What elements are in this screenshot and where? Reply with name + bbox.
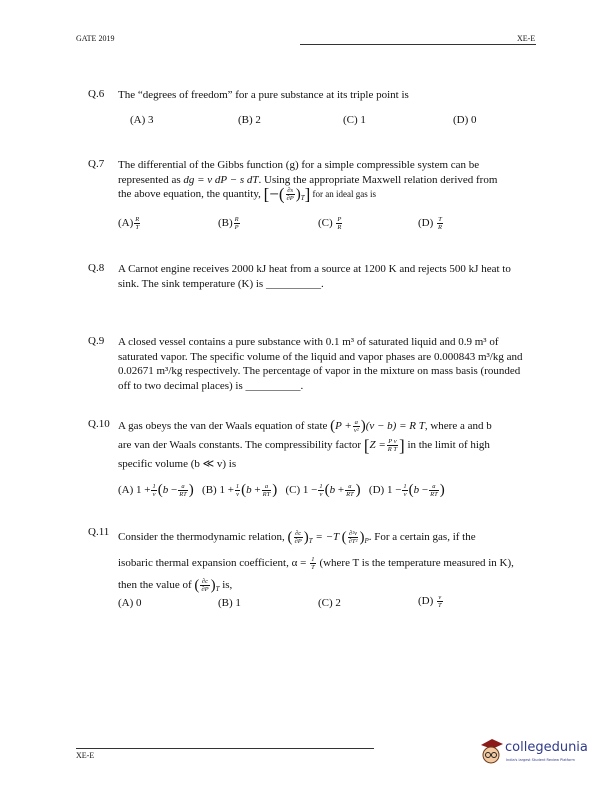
q7-text bbox=[118, 158, 528, 206]
q7-option-a: (A) $\frac{R}{T}$ bbox=[118, 216, 140, 231]
q7-option-c: (C) $\frac{P}{R}$ bbox=[318, 216, 342, 231]
text: the above equation, the quantity, bbox=[118, 188, 264, 201]
q11-option-a: (A) 0 bbox=[118, 597, 142, 609]
q10-label: Q.10 bbox=[88, 418, 110, 430]
fraction: $\frac{\partial s}{\partial P}$ bbox=[286, 187, 294, 202]
q9-text: A closed vessel contains a pure substance with 0.1 m³ of saturated liquid and 0.9 m³ of saturated vapor. The specific volume of the liquid and vapor phases are 0.000843 m³/kg and 0.02671 m³/kg respectively. The percentage of vapor in the mixture on mass basis (rounded off to two decimal places) is __________. bbox=[118, 336, 523, 392]
q7-option-d: (D) $\frac{T}{R}$ bbox=[418, 216, 443, 231]
q10-options bbox=[118, 482, 445, 499]
q11-option-b: (B) 1 bbox=[218, 597, 241, 609]
q7-option-b: (B) $\frac{R}{P}$ bbox=[218, 216, 239, 231]
header-rule bbox=[300, 44, 536, 45]
q11-text: Consider the thermodynamic relation, ( $\frac{\partial c}{\partial P}$ )$_T = -T$ ( $\frac{\text{∂²v}}{\text{∂T²}}$ )$_P$. For a certain gas, if the isobaric thermal expansion coefficient, α = $\frac{1}{T}$ (where T is the temperature measured in K), then the value of ( $\frac{\partial c}{\partial P}$ )$_T$ is, bbox=[118, 529, 514, 594]
q6-option-b: (B) 2 bbox=[238, 114, 261, 126]
q11-option-d: (D) $\frac{v}{T}$ bbox=[418, 594, 442, 609]
q10-option-a: (A) 1 + $\frac{1}{v}$ (b − $\frac{a}{RT}$ ) bbox=[118, 482, 194, 498]
q6-option-c: (C) 1 bbox=[343, 114, 366, 126]
q6-label: Q.6 bbox=[88, 88, 105, 100]
mascot-icon bbox=[478, 738, 504, 766]
q8-label: Q.8 bbox=[88, 262, 105, 274]
q8-text: A Carnot engine receives 2000 kJ heat from a source at 1200 K and rejects 500 kJ heat to sink. The sink temperature (K) is __________. bbox=[118, 263, 511, 290]
q6-text: The “degrees of freedom” for a pure substance at its triple point is bbox=[118, 89, 409, 101]
q10-option-d: (D) 1 − $\frac{1}{v}$ (b − $\frac{a}{RT}$ ) bbox=[368, 482, 445, 498]
q10-text: A gas obeys the van der Waals equation of state (P + $\frac{a}{\text{v²}}$ )(v − b) = R T, where a and b are van der Waals constants. The compressibility factor [Z = $\frac{\text{P v}}{\text{R T}}$ ] in the limit of high specific volume (b ≪ v) is bbox=[118, 418, 492, 471]
brand-tagline: India's largest Student Review Platform bbox=[506, 758, 575, 762]
footer-rule bbox=[76, 748, 374, 749]
q10-option-c: (C) 1 − $\frac{1}{v}$ (b + $\frac{a}{RT}$ ) bbox=[285, 482, 361, 498]
q7-line1: The differential of the Gibbs function (g) for a simple compressible system can be bbox=[118, 159, 480, 171]
q7-line3: the above equation, the quantity, [−( $\frac{\partial s}{\partial P}$ )$_T$] for an ideal gas is bbox=[118, 184, 377, 204]
header-left: GATE 2019 bbox=[76, 34, 115, 43]
q11-option-c: (C) 2 bbox=[318, 597, 341, 609]
gibbs-equation: dg = v dP − s dT bbox=[183, 173, 259, 186]
q9-label: Q.9 bbox=[88, 335, 105, 347]
q11-label: Q.11 bbox=[88, 526, 110, 538]
header-right: XE-E bbox=[517, 34, 536, 43]
footer-left: XE-E bbox=[76, 751, 95, 760]
text: for an ideal gas is bbox=[310, 189, 377, 200]
q10-option-b: (B) 1 + $\frac{1}{v}$ (b + $\frac{a}{RT}$ ) bbox=[202, 482, 278, 498]
text: . Using the appropriate Maxwell relation derived from bbox=[258, 173, 498, 186]
collegedunia-logo bbox=[478, 738, 612, 768]
brand-name: collegedunia bbox=[505, 740, 588, 755]
q6-option-a: (A) 3 bbox=[130, 114, 154, 126]
q7-label: Q.7 bbox=[88, 158, 105, 170]
q7-line2 bbox=[118, 173, 528, 188]
text: represented as bbox=[118, 173, 184, 186]
q6-option-d: (D) 0 bbox=[453, 114, 477, 126]
